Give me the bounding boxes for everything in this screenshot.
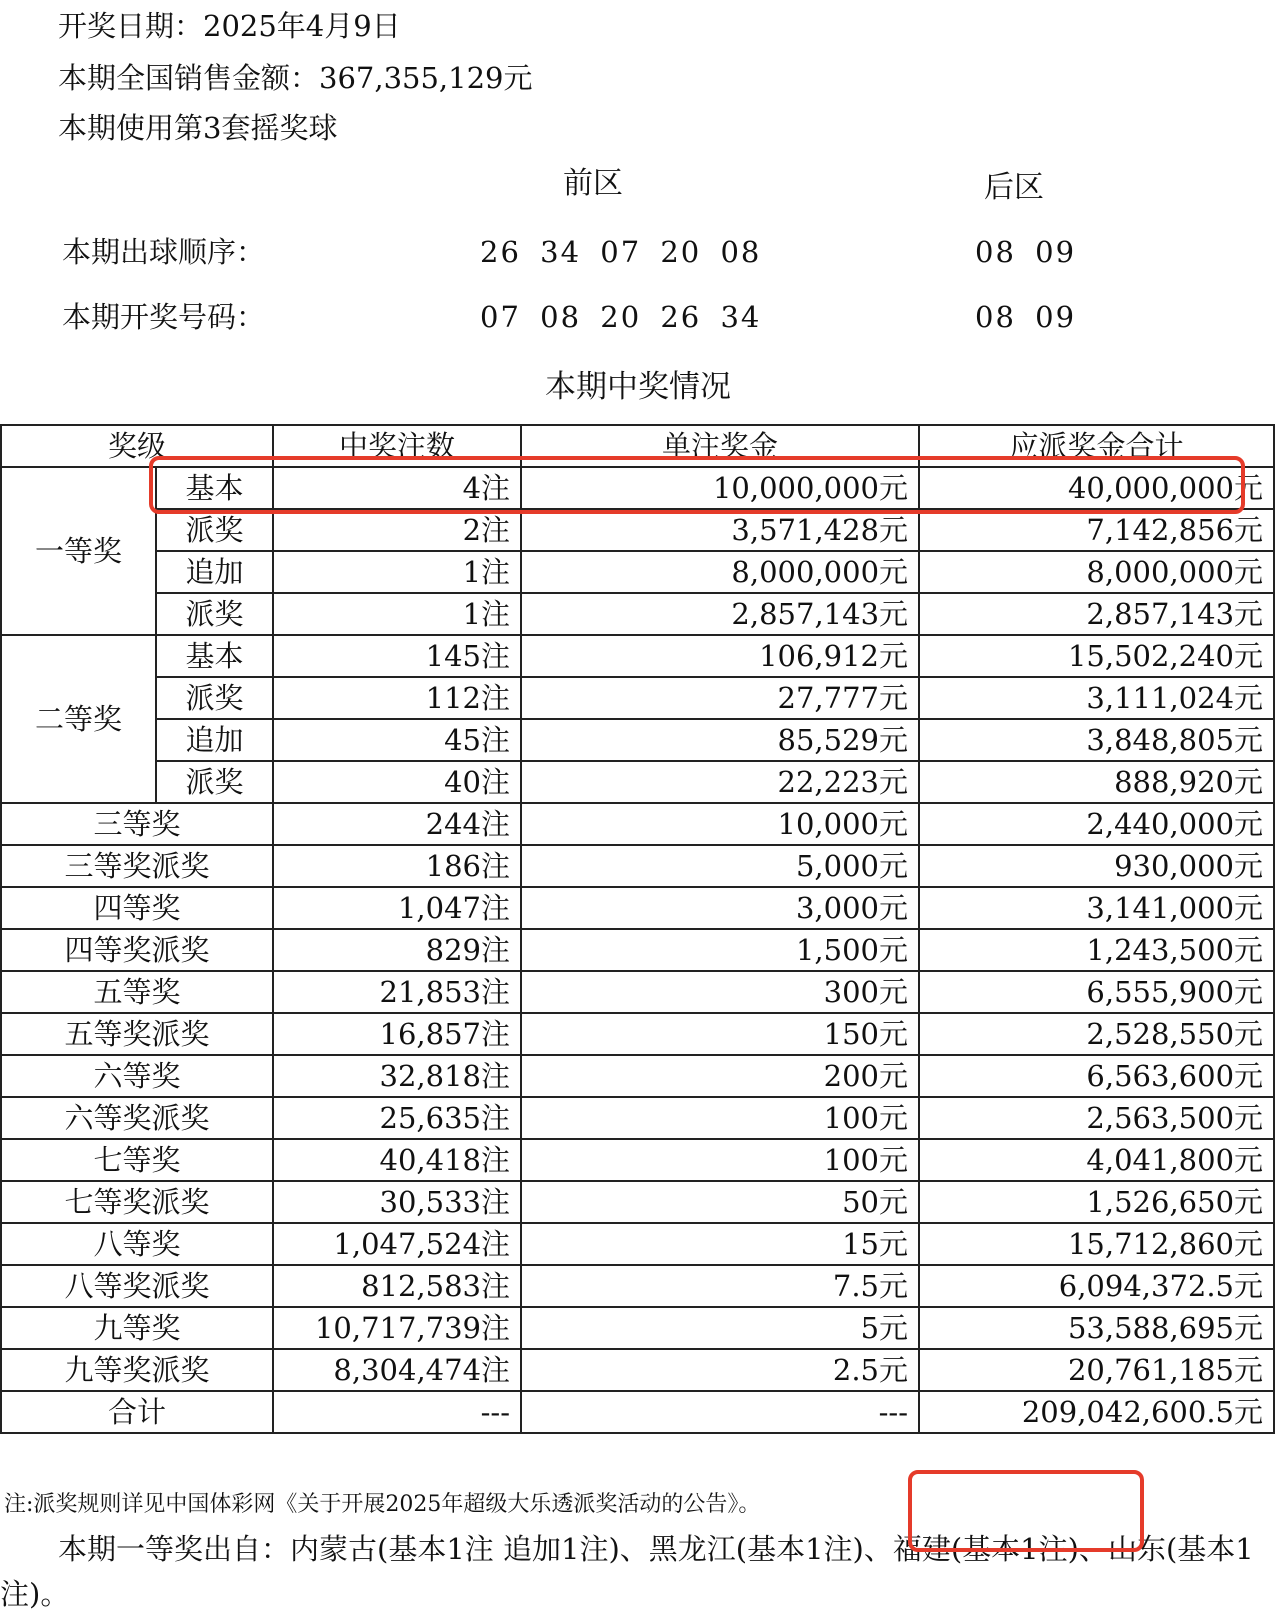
table-row <box>1 1223 1274 1265</box>
unit-prize: 10,000,000元 <box>521 467 919 509</box>
winner-count: 10,717,739注 <box>273 1307 521 1349</box>
total-prize: 6,563,600元 <box>919 1055 1274 1097</box>
grand-total-prize: 209,042,600.5元 <box>919 1391 1274 1433</box>
table-row <box>1 803 1274 845</box>
winner-count: 186注 <box>273 845 521 887</box>
winner-count: 2注 <box>273 509 521 551</box>
header-total-prize: 应派奖金合计 <box>919 425 1274 467</box>
draw-order-back: 08 09 <box>975 235 1077 269</box>
total-prize: 6,555,900元 <box>919 971 1274 1013</box>
table-row <box>1 551 1274 593</box>
total-count: --- <box>273 1391 521 1433</box>
prize-level: 四等奖 <box>1 887 273 929</box>
table-row <box>1 1307 1274 1349</box>
winner-count: 30,533注 <box>273 1181 521 1223</box>
total-prize: 15,712,860元 <box>919 1223 1274 1265</box>
unit-prize: 7.5元 <box>521 1265 919 1307</box>
total-prize: 4,041,800元 <box>919 1139 1274 1181</box>
header-level: 奖级 <box>1 425 273 467</box>
total-prize: 6,094,372.5元 <box>919 1265 1274 1307</box>
first-prize-label: 一等奖 <box>1 467 156 635</box>
winner-count: 1注 <box>273 551 521 593</box>
prize-level: 六等奖派奖 <box>1 1097 273 1139</box>
table-row <box>1 1013 1274 1055</box>
front-zone-label: 前区 <box>563 166 623 201</box>
winner-count: 829注 <box>273 929 521 971</box>
prize-level: 三等奖 <box>1 803 273 845</box>
sub-level: 派奖 <box>156 509 273 551</box>
table-row <box>1 1265 1274 1307</box>
prize-level: 六等奖 <box>1 1055 273 1097</box>
unit-prize: 8,000,000元 <box>521 551 919 593</box>
unit-prize: 1,500元 <box>521 929 919 971</box>
prize-level: 七等奖 <box>1 1139 273 1181</box>
table-row <box>1 719 1274 761</box>
draw-order-front: 26 34 07 20 08 <box>480 235 762 269</box>
total-unit: --- <box>521 1391 919 1433</box>
prize-level: 三等奖派奖 <box>1 845 273 887</box>
unit-prize: 5元 <box>521 1307 919 1349</box>
prize-level: 七等奖派奖 <box>1 1181 273 1223</box>
total-prize: 53,588,695元 <box>919 1307 1274 1349</box>
winning-numbers-front: 07 08 20 26 34 <box>480 300 762 334</box>
total-prize: 1,243,500元 <box>919 929 1274 971</box>
total-prize: 3,141,000元 <box>919 887 1274 929</box>
table-row <box>1 1181 1274 1223</box>
total-prize: 2,563,500元 <box>919 1097 1274 1139</box>
winner-count: 112注 <box>273 677 521 719</box>
total-prize: 7,142,856元 <box>919 509 1274 551</box>
other-prize-rows <box>1 803 1274 1391</box>
unit-prize: 22,223元 <box>521 761 919 803</box>
total-prize: 3,111,024元 <box>919 677 1274 719</box>
ball-set: 本期使用第3套摇奖球 <box>58 111 338 145</box>
prize-level: 九等奖派奖 <box>1 1349 273 1391</box>
unit-prize: 27,777元 <box>521 677 919 719</box>
sub-level: 追加 <box>156 551 273 593</box>
total-prize: 930,000元 <box>919 845 1274 887</box>
winner-count: 16,857注 <box>273 1013 521 1055</box>
total-prize: 3,848,805元 <box>919 719 1274 761</box>
prize-level: 八等奖派奖 <box>1 1265 273 1307</box>
total-prize: 888,920元 <box>919 761 1274 803</box>
unit-prize: 5,000元 <box>521 845 919 887</box>
second-prize-label: 二等奖 <box>1 635 156 803</box>
unit-prize: 106,912元 <box>521 635 919 677</box>
unit-prize: 100元 <box>521 1139 919 1181</box>
unit-prize: 3,000元 <box>521 887 919 929</box>
unit-prize: 85,529元 <box>521 719 919 761</box>
total-prize: 2,857,143元 <box>919 593 1274 635</box>
unit-prize: 2.5元 <box>521 1349 919 1391</box>
winner-count: 40注 <box>273 761 521 803</box>
total-row <box>1 1391 1274 1433</box>
unit-prize: 15元 <box>521 1223 919 1265</box>
winner-count: 32,818注 <box>273 1055 521 1097</box>
winner-count: 40,418注 <box>273 1139 521 1181</box>
unit-prize: 50元 <box>521 1181 919 1223</box>
winner-count: 25,635注 <box>273 1097 521 1139</box>
prize-table-title: 本期中奖情况 <box>545 369 731 405</box>
unit-prize: 100元 <box>521 1097 919 1139</box>
unit-prize: 150元 <box>521 1013 919 1055</box>
table-row <box>1 1097 1274 1139</box>
header-unit-prize: 单注奖金 <box>521 425 919 467</box>
winner-count: 1,047注 <box>273 887 521 929</box>
table-row <box>1 1349 1274 1391</box>
draw-date: 开奖日期：2025年4月9日 <box>58 9 401 43</box>
prize-level: 五等奖 <box>1 971 273 1013</box>
winner-count: 812,583注 <box>273 1265 521 1307</box>
unit-prize: 300元 <box>521 971 919 1013</box>
winner-count: 21,853注 <box>273 971 521 1013</box>
unit-prize: 10,000元 <box>521 803 919 845</box>
winner-count: 4注 <box>273 467 521 509</box>
total-prize: 8,000,000元 <box>919 551 1274 593</box>
draw-order-label: 本期出球顺序： <box>62 235 266 269</box>
sub-level: 追加 <box>156 719 273 761</box>
total-prize: 20,761,185元 <box>919 1349 1274 1391</box>
table-row <box>1 509 1274 551</box>
total-prize: 40,000,000元 <box>919 467 1274 509</box>
origin-part1: 内蒙古(基本1注 追加1注)、黑龙江(基本1注)、 <box>290 1532 893 1566</box>
sub-level: 基本 <box>156 635 273 677</box>
sub-level: 派奖 <box>156 593 273 635</box>
origin-prefix: 本期一等奖出自： <box>58 1532 291 1566</box>
total-prize: 15,502,240元 <box>919 635 1274 677</box>
sales-amount: 本期全国销售金额：367,355,129元 <box>58 61 533 95</box>
dispatch-rule-note: 注:派奖规则详见中国体彩网《关于开展2025年超级大乐透派奖活动的公告》。 <box>4 1492 761 1517</box>
sub-level: 派奖 <box>156 677 273 719</box>
table-row <box>1 929 1274 971</box>
table-row <box>1 1139 1274 1181</box>
winner-count: 8,304,474注 <box>273 1349 521 1391</box>
winning-numbers-label: 本期开奖号码： <box>62 300 266 334</box>
winning-numbers-back: 08 09 <box>975 300 1077 334</box>
table-row <box>1 467 1274 509</box>
winner-count: 45注 <box>273 719 521 761</box>
origin-part2: 、山东(基本1注)。 <box>0 1532 1254 1611</box>
first-prize-origin <box>0 1527 1260 1617</box>
winner-count: 1注 <box>273 593 521 635</box>
unit-prize: 200元 <box>521 1055 919 1097</box>
prize-level: 四等奖派奖 <box>1 929 273 971</box>
total-prize: 1,526,650元 <box>919 1181 1274 1223</box>
total-prize: 2,528,550元 <box>919 1013 1274 1055</box>
winner-count: 244注 <box>273 803 521 845</box>
winner-count: 145注 <box>273 635 521 677</box>
sub-level: 基本 <box>156 467 273 509</box>
origin-fujian: 福建(基本1注) <box>892 1532 1079 1566</box>
prize-level: 九等奖 <box>1 1307 273 1349</box>
prize-table <box>0 424 1275 1434</box>
table-header-row <box>1 425 1274 467</box>
winner-count: 1,047,524注 <box>273 1223 521 1265</box>
table-row <box>1 635 1274 677</box>
total-label: 合计 <box>1 1391 273 1433</box>
prize-level: 八等奖 <box>1 1223 273 1265</box>
table-row <box>1 887 1274 929</box>
sub-level: 派奖 <box>156 761 273 803</box>
table-row <box>1 845 1274 887</box>
unit-prize: 3,571,428元 <box>521 509 919 551</box>
table-row <box>1 971 1274 1013</box>
header-count: 中奖注数 <box>273 425 521 467</box>
table-row <box>1 761 1274 803</box>
table-row <box>1 593 1274 635</box>
total-prize: 2,440,000元 <box>919 803 1274 845</box>
prize-level: 五等奖派奖 <box>1 1013 273 1055</box>
back-zone-label: 后区 <box>984 170 1044 205</box>
unit-prize: 2,857,143元 <box>521 593 919 635</box>
table-row <box>1 677 1274 719</box>
table-row <box>1 1055 1274 1097</box>
